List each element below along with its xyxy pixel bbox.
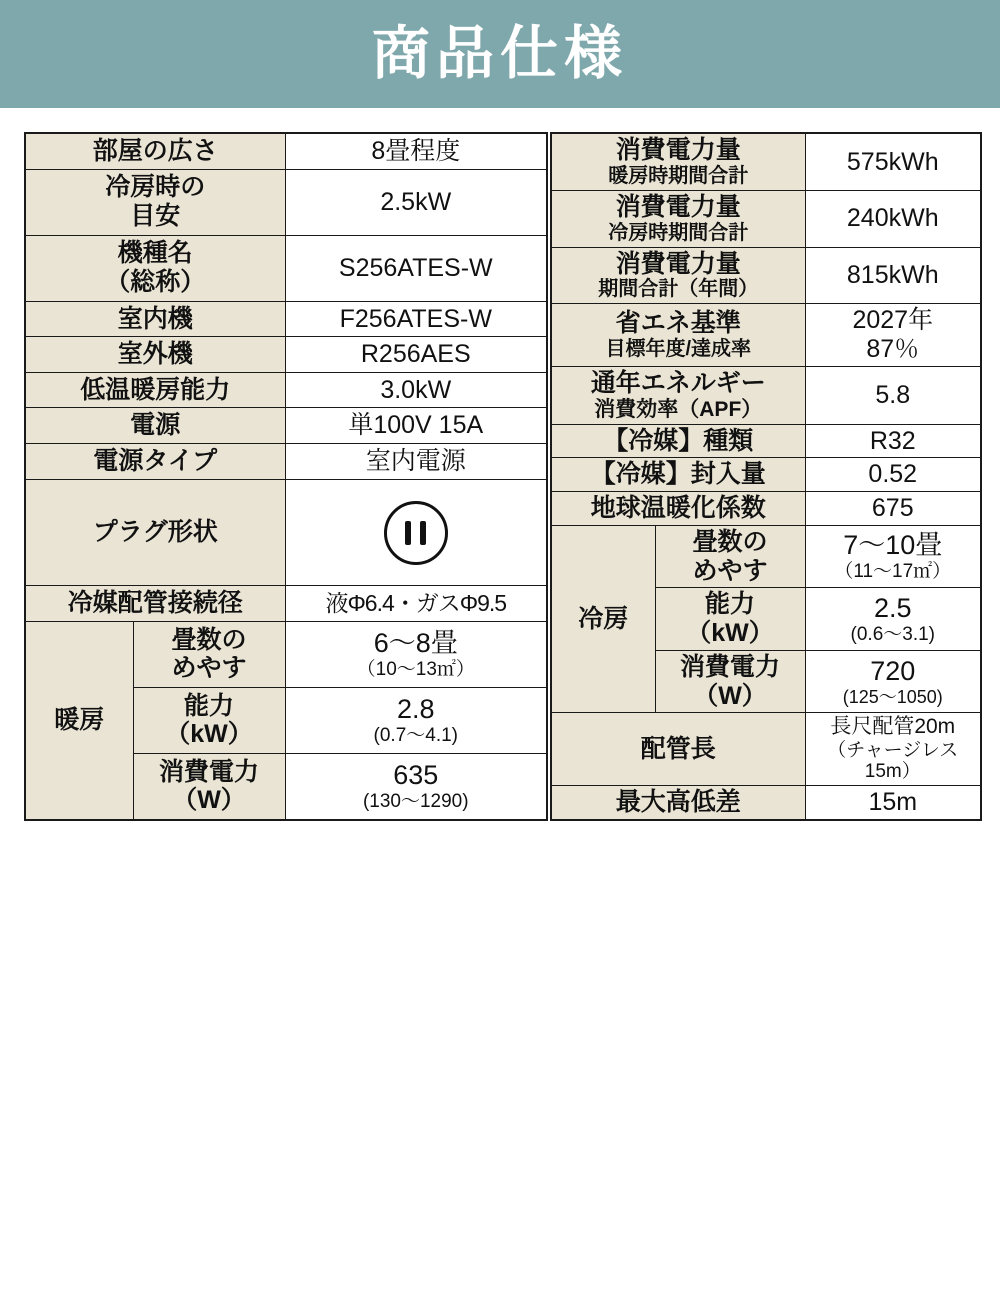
row-label: 室外機 <box>25 337 285 373</box>
row-value: 3.0kW <box>285 372 547 408</box>
row-value <box>805 650 981 713</box>
table-row <box>25 133 547 169</box>
left-spec-table <box>24 132 548 821</box>
value-note: （チャージレス15m） <box>827 739 959 783</box>
right-spec-table <box>550 132 982 821</box>
plug-prong-icon <box>405 521 411 545</box>
table-row-plug <box>25 479 547 586</box>
row-label-sub: 消費効率（APF） <box>594 397 763 421</box>
value-note: (130〜1290) <box>362 791 469 813</box>
row-label-sub: 期間合計（年間） <box>598 278 759 301</box>
value-secondary: 87％ <box>866 335 920 363</box>
row-label-sub: 暖房時期間合計 <box>608 164 749 187</box>
cooling-group-label: 冷房 <box>551 525 655 713</box>
row-label: 地球温暖化係数 <box>551 492 805 526</box>
value-note: （11〜17㎡） <box>834 561 952 583</box>
value-main: 2.5 <box>873 592 912 623</box>
row-value-plug <box>285 479 547 586</box>
row-value <box>805 588 981 651</box>
row-value: 5.8 <box>805 366 981 424</box>
row-label <box>551 247 805 304</box>
row-label: 畳数の めやす <box>133 621 285 687</box>
row-label-main: 消費電力量 <box>615 249 741 278</box>
row-value: 240kWh <box>805 190 981 247</box>
value-main: 6〜8畳 <box>373 627 458 658</box>
row-value: R256AES <box>285 337 547 373</box>
row-value: 単100V 15A <box>285 408 547 444</box>
row-label: 機種名 （総称） <box>25 235 285 301</box>
table-row <box>551 247 981 304</box>
row-label: 能力 （kW） <box>655 588 805 651</box>
row-value <box>805 525 981 588</box>
row-label: 冷房時の 目安 <box>25 169 285 235</box>
row-value: R32 <box>805 424 981 458</box>
row-value: 8畳程度 <box>285 133 547 169</box>
row-value <box>285 687 547 753</box>
row-label: 消費電力 （W） <box>133 753 285 820</box>
row-label: 冷媒配管接続径 <box>25 586 285 622</box>
value-main: 2027年 <box>852 306 934 335</box>
table-row <box>551 458 981 492</box>
row-value: F256ATES-W <box>285 301 547 337</box>
table-row <box>25 301 547 337</box>
row-label: 電源 <box>25 408 285 444</box>
table-row <box>551 190 981 247</box>
row-label: 【冷媒】種類 <box>551 424 805 458</box>
row-value <box>805 713 981 786</box>
value-note: （10〜13㎡） <box>356 659 475 681</box>
table-row <box>25 169 547 235</box>
row-label-main: 消費電力量 <box>615 136 741 164</box>
row-label-main: 消費電力量 <box>615 192 741 221</box>
row-label <box>551 133 805 190</box>
table-row <box>25 337 547 373</box>
row-value: 15m <box>805 786 981 820</box>
row-label: 畳数の めやす <box>655 525 805 588</box>
row-value <box>805 304 981 367</box>
table-row-height-diff <box>551 786 981 820</box>
table-row <box>25 408 547 444</box>
table-row <box>551 133 981 190</box>
table-row <box>25 372 547 408</box>
table-row <box>551 424 981 458</box>
row-value: 0.52 <box>805 458 981 492</box>
plug-icon <box>290 485 543 581</box>
value-main: 長尺配管20m <box>830 715 956 739</box>
row-label <box>551 190 805 247</box>
heating-group-label: 暖房 <box>25 621 133 820</box>
row-label: 部屋の広さ <box>25 133 285 169</box>
table-row <box>25 235 547 301</box>
value-main: 7〜10畳 <box>843 530 943 561</box>
table-row-heating <box>25 621 547 687</box>
table-row-pipe-length <box>551 713 981 786</box>
row-label: 【冷媒】封入量 <box>551 458 805 492</box>
row-label: プラグ形状 <box>25 479 285 586</box>
row-value <box>285 753 547 820</box>
table-row <box>551 304 981 367</box>
value-note: (0.6〜3.1) <box>850 623 935 645</box>
row-label-sub: 目標年度/達成率 <box>605 337 752 360</box>
value-note: (0.7〜4.1) <box>373 725 458 746</box>
row-value: 2.5kW <box>285 169 547 235</box>
row-value: S256ATES-W <box>285 235 547 301</box>
table-row <box>25 444 547 480</box>
spec-tables <box>0 108 1000 821</box>
row-value: 液Φ6.4・ガスΦ9.5 <box>285 586 547 622</box>
page-banner <box>0 0 1000 108</box>
row-label: 能力 （kW） <box>133 687 285 753</box>
row-label: 低温暖房能力 <box>25 372 285 408</box>
row-label-sub: 冷房時期間合計 <box>608 221 749 244</box>
row-label-main: 省エネ基準 <box>615 309 741 338</box>
row-value <box>285 621 547 687</box>
row-label: 電源タイプ <box>25 444 285 480</box>
row-label: 室内機 <box>25 301 285 337</box>
row-value: 室内電源 <box>285 444 547 480</box>
row-label: 最大高低差 <box>551 786 805 820</box>
row-label <box>551 366 805 424</box>
page-title: 商品仕様 <box>371 21 628 86</box>
row-label <box>551 304 805 367</box>
row-label: 配管長 <box>551 713 805 786</box>
row-label: 消費電力 （W） <box>655 650 805 713</box>
table-row <box>551 366 981 424</box>
row-value: 575kWh <box>805 133 981 190</box>
row-value: 815kWh <box>805 247 981 304</box>
value-main: 2.8 <box>396 693 435 724</box>
value-note: (125〜1050) <box>842 686 943 707</box>
row-label-main: 通年エネルギー <box>590 368 766 397</box>
table-row-cooling <box>551 525 981 588</box>
value-main: 720 <box>870 655 916 686</box>
table-row <box>551 492 981 526</box>
plug-prong-icon <box>420 521 426 545</box>
row-value: 675 <box>805 492 981 526</box>
table-row <box>25 586 547 622</box>
value-main: 635 <box>393 759 439 790</box>
